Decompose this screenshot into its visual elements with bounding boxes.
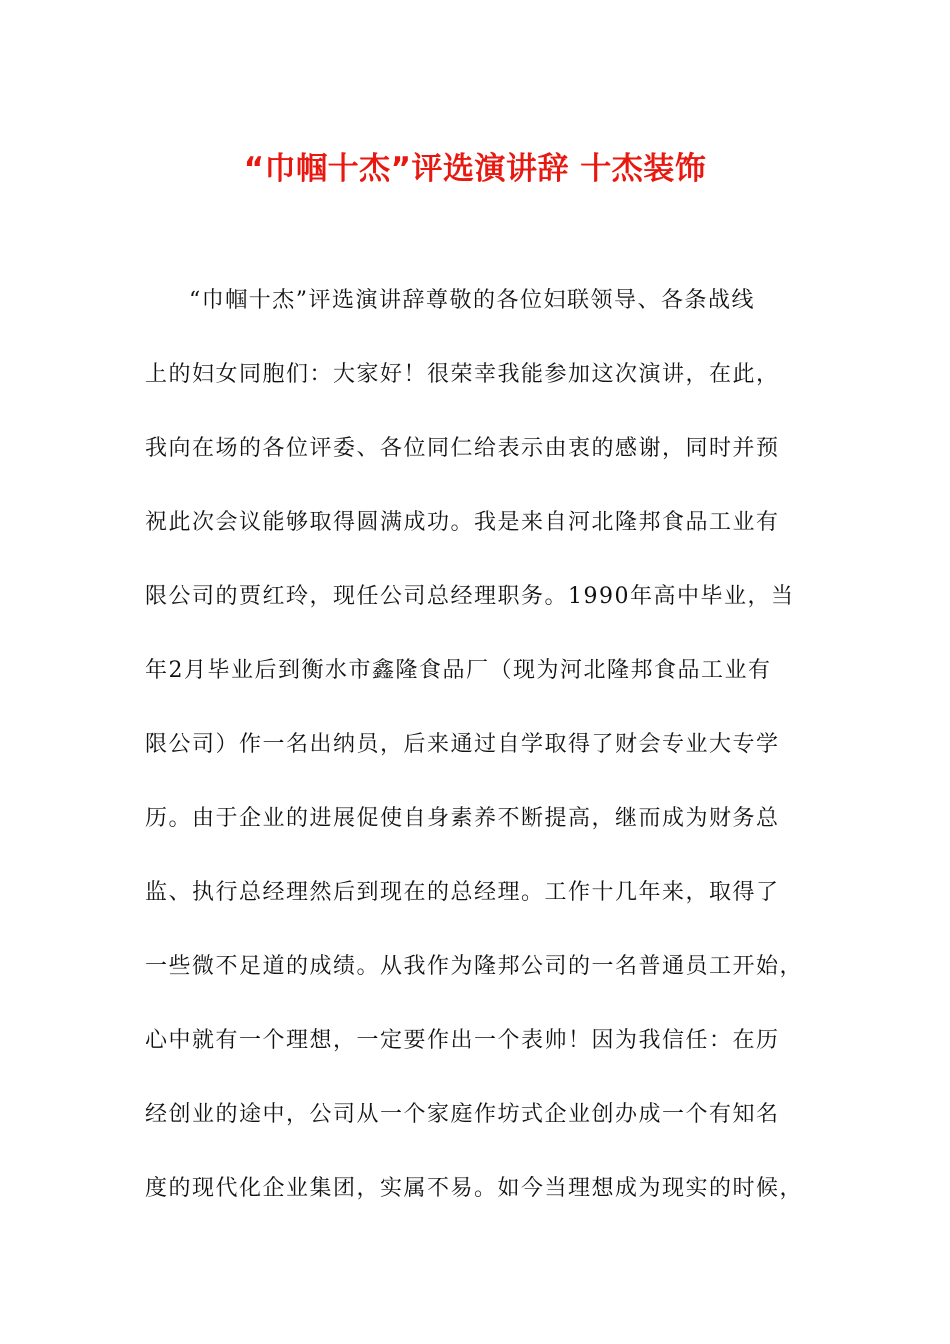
body-line: 经创业的途中，公司从一个家庭作坊式企业创办成一个有知名 xyxy=(145,1102,780,1127)
body-line: 一些微不足道的成绩。从我作为隆邦公司的一名普通员工开始， xyxy=(145,954,804,979)
body-line: 历。由于企业的进展促使自身素养不断提高，继而成为财务总 xyxy=(145,806,780,831)
body-line: “巾帼十杰”评选演讲辞尊敬的各位妇联领导、各条战线 xyxy=(189,288,755,313)
body-line: 心中就有一个理想，一定要作出一个表帅！因为我信任：在历 xyxy=(145,1028,780,1053)
body-line: 年2月毕业后到衡水市鑫隆食品厂（现为河北隆邦食品工业有 xyxy=(145,658,772,683)
body-line: 限公司的贾红玲，现任公司总经理职务。1990年高中毕业，当 xyxy=(145,584,795,609)
document-body xyxy=(145,276,815,1238)
body-line: 祝此次会议能够取得圆满成功。我是来自河北隆邦食品工业有 xyxy=(145,510,780,535)
body-line: 监、执行总经理然后到现在的总经理。工作十几年来，取得了 xyxy=(145,880,780,905)
body-line: 上的妇女同胞们：大家好！很荣幸我能参加这次演讲，在此， xyxy=(145,362,780,387)
body-line: 限公司）作一名出纳员，后来通过自学取得了财会专业大专学 xyxy=(145,732,780,757)
body-line: 度的现代化企业集团，实属不易。如今当理想成为现实的时候， xyxy=(145,1176,804,1201)
document-title: “巾帼十杰”评选演讲辞 十杰装饰 xyxy=(243,151,707,187)
body-line: 我向在场的各位评委、各位同仁给表示由衷的感谢，同时并预 xyxy=(145,436,780,461)
